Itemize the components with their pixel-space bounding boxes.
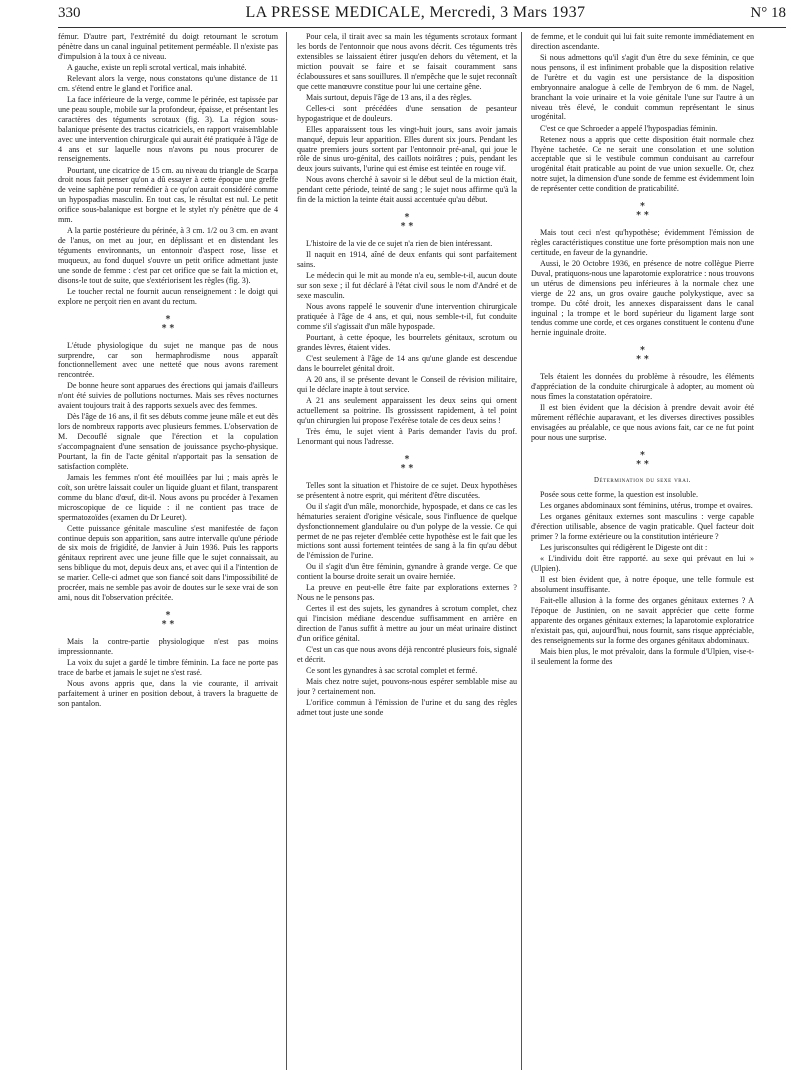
paragraph: Retenez nous a appris que cette disposition était normale chez l'hyène tachetée. Ce ne serait une consolation et une solution acceptable que si le vestibule commun conduisant au carrefour urogénital était praticable au point de vue union sexuelle. Or, chez notre sujet, la dimension d'une sonde de femme est évidemment loin de représenter cette condition de praticabilité. bbox=[531, 134, 754, 194]
paragraph: A 21 ans seulement apparaissent les deux seins qui ornent actuellement sa poitrine. Ils grossissent rapidement, à tel point qu'un chirurgien lui propose l'exérèse totale de ces deux seins ! bbox=[297, 396, 517, 425]
section-separator-asterisks: * * * bbox=[161, 610, 175, 630]
section-heading: Détermination du sexe vrai. bbox=[593, 476, 692, 484]
paragraph: Ce sont les gynandres à sac scrotal complet et fermé. bbox=[306, 666, 478, 676]
paragraph: A 20 ans, il se présente devant le Conseil de révision militaire, qui le déclare inapte à tout service. bbox=[297, 375, 517, 394]
paragraph: C'est un cas que nous avons déjà rencontré plusieurs fois, signalé et décrit. bbox=[297, 645, 517, 665]
paragraph: Les jurisconsultes qui rédigèrent le Digeste ont dit : bbox=[540, 542, 708, 552]
section-separator-asterisks: * * * bbox=[161, 314, 175, 334]
paragraph: Nous avons rappelé le souvenir d'une intervention chirurgicale pratiquée à l'âge de 4 ans, et qui, nous semble-t-il, fut conduite comme s'il s'agissait d'un mâle hypospade. bbox=[297, 302, 517, 331]
paragraph: A gauche, existe un repli scrotal vertical, mais inhabité. bbox=[67, 62, 247, 72]
paragraph: Pourtant, à cette époque, les bourrelets génitaux, scrotum ou grandes lèvres, étaient vides. bbox=[297, 333, 517, 352]
text-column-1 bbox=[58, 32, 278, 1076]
column-divider bbox=[286, 32, 287, 1070]
paragraph: Il naquit en 1914, aîné de deux enfants qui sont parfaitement sains. bbox=[297, 250, 517, 270]
paragraph: Les organes abdominaux sont féminins, utérus, trompe et ovaires. bbox=[540, 500, 753, 510]
paragraph: A la partie postérieure du périnée, à 3 cm. 1/2 ou 3 cm. en avant de l'anus, on met au jour, en déplissant et en distendant les téguments environnants, un entonnoir d'aspect rose, lisse et muqueux, au fond duquel s'ouvre un petit orifice admettant juste une sonde de femme : c'est par cet orifice que se fait la miction et, disons-le tout de suite, que s'extériorisent les règles (fig. 3). bbox=[58, 226, 278, 285]
paragraph: Telles sont la situation et l'histoire de ce sujet. Deux hypothèses se présentent à notre esprit, qui méritent d'être discutées. bbox=[297, 480, 517, 500]
header-rule bbox=[58, 27, 786, 28]
paragraph: Pourtant, une cicatrice de 15 cm. au niveau du triangle de Scarpa droit nous fait penser qu'on a dû essayer à cette époque une greffe de veine saphène pour remédier à ce qu'on aurait considéré comme un hypospadias masculin. En tout cas, le résultat est nul. Le petit orifice sous-balanique est borgne et le stylet n'y pénètre que de 4 mm. bbox=[58, 165, 278, 225]
paragraph: Certes il est des sujets, les gynandres à scrotum complet, chez qui l'incision médiane descendue suffisamment en arrière en direction de l'anus suffit à mettre au jour un méat urinaire distinct d'un orifice génital. bbox=[297, 604, 517, 644]
paragraph: Nous avons appris que, dans la vie courante, il arrivait parfaitement à uriner en position debout, à travers la braguette de son pantalon. bbox=[58, 678, 278, 708]
issue-number: N° 18 bbox=[750, 5, 786, 21]
paragraph: La face inférieure de la verge, comme le périnée, est tapissée par une peau souple, mobile sur la profondeur, épaisse, et présentant les caractères des téguments scrotaux (fig. 3). La région sous-balanique présente des tractus cicatriciels, en rapport vraisemblable avec une intervention chirurgicale qui aurait été pratiquée à l'âge de 4 ans et sur laquelle nous n'avons pu nous procurer de renseignements. bbox=[58, 95, 278, 164]
paragraph: Jamais les femmes n'ont été mouillées par lui ; mais après le coït, son urètre laissait couler un liquide gluant et filant, transparent comme du blanc d'œuf, dit-il. Nous avons pu procéder à l'examen microscopique de ce liquide : il ne contient pas trace de spermatozoïdes (examen du Dr Leuret). bbox=[58, 472, 278, 522]
paragraph: Mais tout ceci n'est qu'hypothèse; évidemment l'émission de règles caractéristiques constitue une forte présomption mais non une certitude, en faveur de la gynandrie. bbox=[531, 228, 754, 257]
page-number: 330 bbox=[58, 5, 81, 21]
paragraph: Il est bien évident que la décision à prendre devait avoir été mûrement réfléchie auparavant, et les diverses directives possibles envisagées au préalable, ce que nous avions fait, car ce ne fut point pour nous une surprise. bbox=[531, 403, 754, 442]
paragraph: Très ému, le sujet vient à Paris demander l'avis du prof. Lenormant qui nous l'adresse. bbox=[297, 426, 517, 446]
paragraph: Nous avons cherché à savoir si le début seul de la miction était, pendant cette période, teinté de sang ; le sujet nous affirme qu'à la fin de la miction la teinte était aussi accentuée qu'au début. bbox=[297, 175, 517, 205]
paragraph: Tels étaient les données du problème à résoudre, les éléments d'appréciation de la conduite chirurgicale à adopter, au moment où nous fîmes la constatation opératoire. bbox=[531, 372, 754, 402]
paragraph: C'est ce que Schroeder a appelé l'hypospadias féminin. bbox=[540, 123, 718, 133]
paragraph: Mais la contre-partie physiologique n'est pas moins impressionnante. bbox=[58, 636, 278, 656]
paragraph: Le toucher rectal ne fournit aucun renseignement : le doigt qui explore ne perçoit rien en avant du rectum. bbox=[58, 286, 278, 306]
paragraph: Cette puissance génitale masculine s'est manifestée de façon continue depuis son apparition, sans autre intervalle qu'une période de six mois de frigidité, de Janvier à Juin 1936. Puis les rapports génitaux reprirent avec une jeune fille que le sujet connaissait, au sens biblique du mot, depuis deux ans, et avec qui il a l'intention de se marier. Celle-ci admet que son fiancé soit dans l'impossibilité de procréer, mais ne semble pas avoir de doutes sur le sexe vrai de son ami, nous dit l'observation précitée. bbox=[58, 523, 278, 602]
paragraph: Dès l'âge de 16 ans, il fit ses débuts comme jeune mâle et eut dès lors de nombreux rapports avec plusieurs femmes. L'observation de M. Decouflé signale que l'érection et la copulation s'accompagnaient d'une sensation de jouissance psycho-physique. Pourtant, la fin de l'acte génital n'apportait pas la sensation de satisfaction complète. bbox=[58, 412, 278, 471]
paragraph: Mais bien plus, le mot prévaloir, dans la formule d'Ulpien, vise-t-il seulement la forme des bbox=[531, 646, 754, 666]
paragraph: L'étude physiologique du sujet ne manque pas de nous surprendre, car son hermaphrodisme nous apparaît fonctionnellement avec une netteté que nous avons rarement rencontrée. bbox=[58, 340, 278, 380]
paragraph: Pour cela, il tirait avec sa main les téguments scrotaux formant les bords de l'entonnoir que nous avons décrit. Ces téguments très extensibles se laissaient étirer jusqu'en dehors du vêtement, et la miction pouvait se faire et se faisait couramment sans éclaboussures et sans souillures. Il n'empêche que le sujet reconnaît que cette manœuvre constitue pour lui une certaine gêne. bbox=[297, 32, 517, 91]
paragraph: Ou il s'agit d'un mâle, monorchide, hypospade, et dans ce cas les hématuries seraient d'origine vésicale, sous l'influence de quelque dysfonctionnement glandulaire ou d'un polype de la vessie. Ce qui permet de ne pas rejeter d'emblée cette hypothèse est le fait que les mictions sont aussi fortement teintées de sang à la fin qu'au début de l'émission de l'urine. bbox=[297, 501, 517, 561]
text-column-3 bbox=[531, 32, 754, 1076]
paragraph: fémur. D'autre part, l'extrémité du doigt retournant le scrotum pénètre dans un canal inguinal petitement perméable. Il n'existe pas d'impulsion à la toux à ce niveau. bbox=[58, 32, 278, 61]
paragraph: L'histoire de la vie de ce sujet n'a rien de bien intéressant. bbox=[306, 239, 493, 249]
paragraph: Mais surtout, depuis l'âge de 13 ans, il a des règles. bbox=[306, 92, 472, 102]
section-separator-asterisks: * * * bbox=[400, 213, 414, 233]
paragraph: Il est bien évident que, à notre époque, une telle formule est absolument insuffisante. bbox=[531, 574, 754, 594]
paragraph: Celles-ci sont précédées d'une sensation de pesanteur hypogastrique et de douleurs. bbox=[297, 103, 517, 123]
column-divider bbox=[521, 32, 522, 1070]
paragraph: Ou il s'agit d'un être féminin, gynandre à grande verge. Ce que contient la bourse droite serait un ovaire herniée. bbox=[297, 562, 517, 582]
paragraph: Si nous admettons qu'il s'agit d'un être du sexe féminin, ce que nous pensons, il est infiniment probable que la disposition relative de l'urètre et du vagin est une persistance de la disposition embryonnaire analogue à celle de l'embryon de 6 mm. de Nagel, branchant la voie urinaire et la voie génitale l'une sur l'autre à un niveau très élevé, le conduit commun représentant le sinus urogénital. bbox=[531, 53, 754, 122]
paragraph: Le médecin qui le mit au monde n'a eu, semble-t-il, aucun doute sur son sexe ; il fut déclaré à l'état civil sous le nom d'André et de sexe masculin. bbox=[297, 271, 517, 301]
paragraph: La voix du sujet a gardé le timbre féminin. La face ne porte pas trace de barbe et jamais le sujet ne s'est rasé. bbox=[58, 657, 278, 677]
paragraph: Posée sous cette forme, la question est insoluble. bbox=[540, 489, 699, 499]
section-separator-asterisks: * * * bbox=[400, 454, 414, 474]
paragraph: C'est seulement à l'âge de 14 ans qu'une glande est descendue dans le bourrelet génital droit. bbox=[297, 354, 517, 373]
paragraph: Relevant alors la verge, nous constatons qu'une distance de 11 cm. s'étend entre le gland et l'orifice anal. bbox=[58, 74, 278, 93]
paragraph: Mais chez notre sujet, pouvons-nous espérer semblable mise au jour ? certainement non. bbox=[297, 677, 517, 697]
paragraph: « L'individu doit être rapporté. au sexe qui prévaut en lui » (Ulpien). bbox=[531, 553, 754, 573]
journal-title: LA PRESSE MEDICALE, Mercredi, 3 Mars 1937 bbox=[245, 4, 586, 21]
paragraph: Fait-elle allusion à la forme des organes génitaux externes ? A l'époque de Justinien, on ne savait apprécier que cette forme apparente des organes génitaux externes; la laparotomie exploratrice n'existait pas, qui, aujourd'hui, nous fournit, sans risque appréciable, des renseignements sur la forme des organes génitaux abdominaux. bbox=[531, 595, 754, 645]
paragraph: La preuve en peut-elle être faite par explorations externes ? Nous ne le pensons pas. bbox=[297, 583, 517, 603]
section-separator-asterisks: * * * bbox=[636, 346, 649, 366]
section-separator-asterisks: * * * bbox=[636, 450, 649, 470]
page-header bbox=[58, 4, 786, 24]
section-separator-asterisks: * * * bbox=[636, 202, 649, 222]
paragraph: L'orifice commun à l'émission de l'urine et du sang des règles admet tout juste une sonde bbox=[297, 698, 517, 718]
paragraph: Aussi, le 20 Octobre 1936, en présence de notre collègue Pierre Duval, pratiquons-nous une laparotomie exploratrice : nous trouvons un utérus de dimensions peu inférieures à la normale chez une vierge de 22 ans, un gros ovaire gauche polykystique, avec sa trompe. Du côté droit, les annexes disparaissent dans le canal inguinal ; la trompe et le bord supérieur du ligament large sont tendus comme une corde, et ces organes constituent le contenu d'une hernie inguinale droite. bbox=[531, 258, 754, 338]
text-column-2 bbox=[297, 32, 517, 1076]
paragraph: Les organes génitaux externes sont masculins : verge capable d'érection utilisable, absence de vagin praticable. Quel facteur doit primer ? la forme extérieure ou la constitution intérieure ? bbox=[531, 511, 754, 541]
paragraph: Elles apparaissent tous les vingt-huit jours, sans avoir jamais manqué, depuis leur apparition. Elles durent six jours. Pendant les quatre premiers jours sortent par l'entonnoir pré-anal, qui joue le rôle de sinus uro-génital, des caillots noirâtres ; puis, pendant les deux jours suivants, l'urine qui est émise est teintée en rouge vif. bbox=[297, 124, 517, 174]
paragraph: De bonne heure sont apparues des érections qui jamais d'ailleurs n'ont été suivies de pollutions nocturnes. Mais ses rêves nocturnes avaient toujours trait à des rapports sexuels avec des femmes. bbox=[58, 381, 278, 411]
paragraph: de femme, et le conduit qui lui fait suite remonte immédiatement en direction ascendante. bbox=[531, 32, 754, 51]
